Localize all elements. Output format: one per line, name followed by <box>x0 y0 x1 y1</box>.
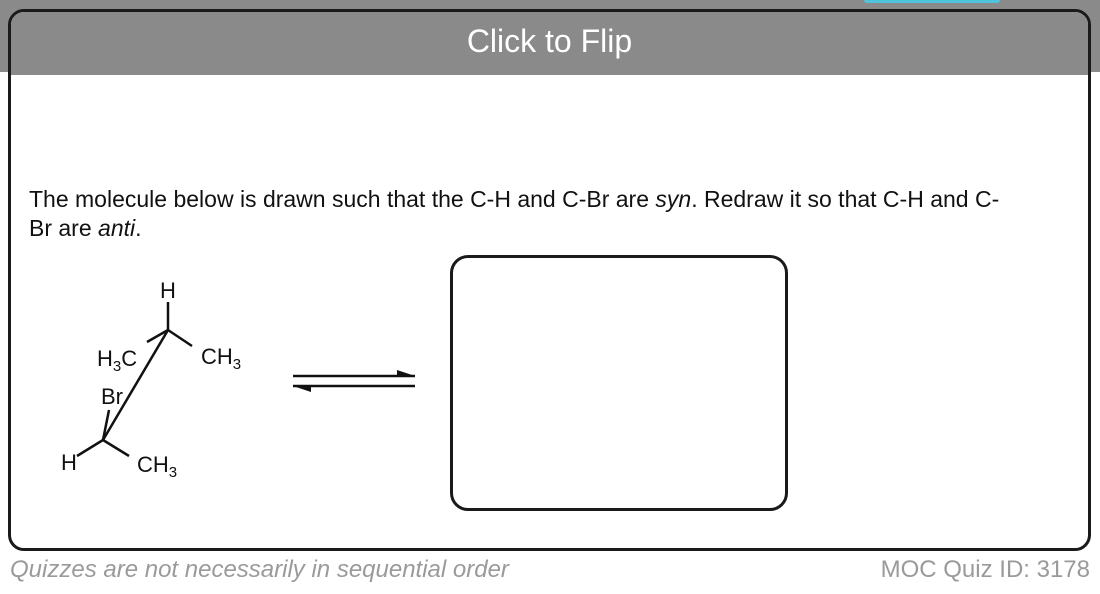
question-anti: anti <box>98 215 136 241</box>
group-top-right-ch3: $CH_3$ <box>201 344 242 373</box>
question-part-2: . Redraw it so that C-H and C-Br are <box>29 186 1000 241</box>
group-top-left-h3c: $H_3C$ <box>97 346 138 375</box>
footer-note: Quizzes are not necessarily in sequential order <box>10 556 509 583</box>
accent-tab <box>864 0 1000 3</box>
bond-top-ch3-right <box>168 330 192 346</box>
molecule-diagram <box>51 274 281 494</box>
quiz-id: MOC Quiz ID: 3178 <box>880 556 1090 583</box>
atom-br: Br <box>101 384 123 409</box>
question-text <box>29 185 1019 243</box>
atom-top-h: H <box>160 278 176 303</box>
question-part-1: The molecule below is drawn such that the C-H and C-Br are <box>29 186 656 212</box>
click-to-flip-button[interactable]: Click to Flip <box>11 12 1088 75</box>
atom-bottom-h: H <box>61 450 77 475</box>
equilibrium-arrows-icon <box>289 367 419 399</box>
bond-bottom-ch3 <box>103 440 129 456</box>
flashcard[interactable] <box>8 9 1091 551</box>
question-part-3: . <box>135 215 142 241</box>
bond-bottom-ch <box>77 440 103 456</box>
question-syn: syn <box>655 186 692 212</box>
group-bottom-right-ch3: $CH_3$ <box>137 452 178 481</box>
answer-drawing-box <box>450 255 788 511</box>
